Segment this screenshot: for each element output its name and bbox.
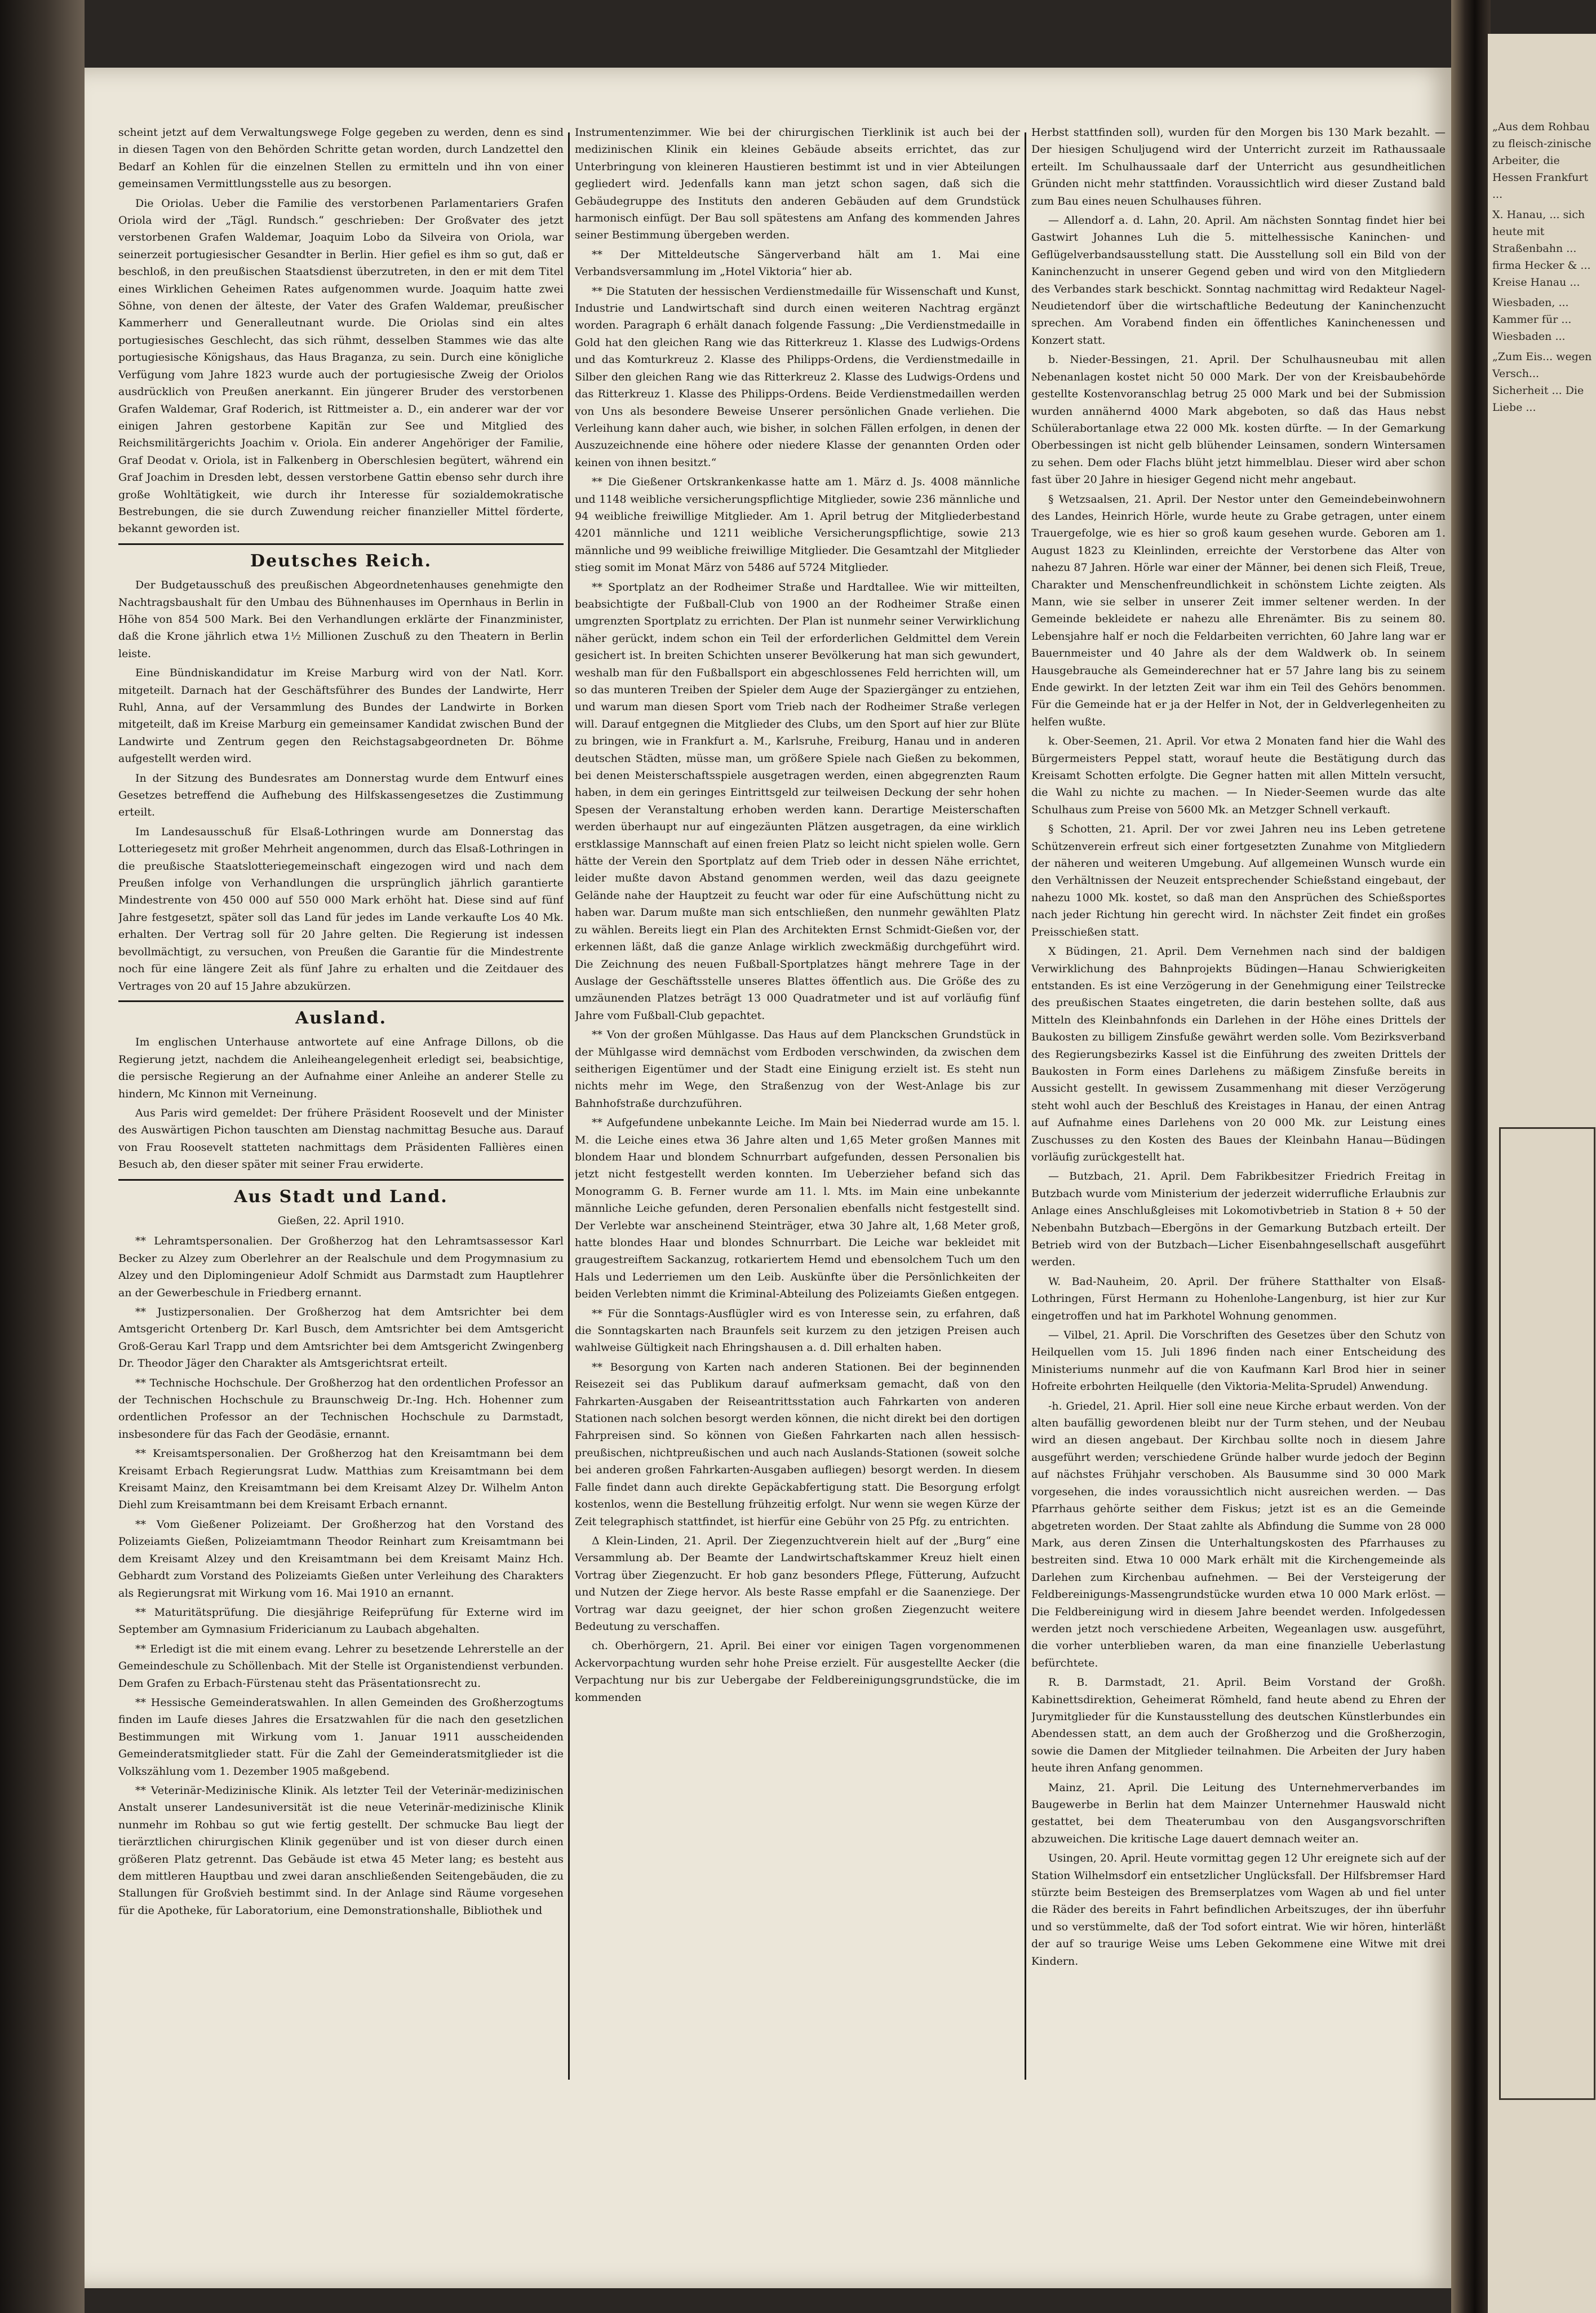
column-3	[1031, 124, 1446, 2097]
paragraph-griedel: -h. Griedel, 21. April. Hier soll eine neue Kirche erbaut werden. Von der alten baufällig gewordenen bleibt nur der Turm stehen, und der Neubau wird an diesen angebaut. Der Kirchbau sollte noch in diesem Jahre ausgeführt werden; verschiedene Gründe halber wurde jedoch der Beginn auf nächstes Frühjahr verschoben. Als Bausumme sind 30 000 Mark vorgesehen, die indes voraussichtlich nicht ausreichen werden. — Das Pfarrhaus gehörte seither dem Fiskus; jetzt ist es an die Gemeinde abgetreten worden. Der Staat zahlte als Abfindung die Summe von 28 000 Mark, aus deren Zinsen die Unterhaltungskosten des Pfarrhauses zu bestreiten sind. Etwa 10 000 Mark erhält mit die Kirchengemeinde als Darlehen zum Kirchenbau aufnehmen. — Bei der Versteigerung der Feldbereinigungs-Massengrundstücke wurden etwa 10 000 Mark erlöst. — Die Feldbereinigung wird in diesem Jahre beendet werden. Infolgedessen werden jetzt noch verschiedene Arbeiten, Wegeanlagen usw. ausgeführt, die vorher unterblieben waren, da man eine finanzielle Ueberlastung befürchtete.	[1031, 1399, 1446, 1669]
paragraph-vilbel: — Vilbel, 21. April. Die Vorschriften des Gesetzes über den Schutz von Heilquellen vom 15. Juli 1896 finden nach einer Entscheidung des Ministeriums nunmehr auf die von Kaufmann Karl Brod hier in seiner Hofreite erbohrten Heilquelle (den Viktoria-Melita-Sprudel) Anwendung.	[1031, 1329, 1446, 1393]
adjacent-fragment: X. Hanau, ... sich heute mit Straßenbahn ... firma Hecker & ... Kreise Hanau ...	[1492, 209, 1591, 289]
paragraph-gemeinderatswahlen: ** Hessische Gemeinderatswahlen. In allen Gemeinden des Großherzogtums finden im Laufe dieses Jahres die Ersatzwahlen für die nach den gesetzlichen Bestimmungen mit Wirkung vom 1. Januar 1911 ausscheidenden Gemeinderatsmitglieder statt. Für die Zahl der Gemeinderatsmitglieder ist die Volkszählung vom 1. Dezember 1905 maßgebend.	[118, 1696, 564, 1778]
paragraph-usingen: Usingen, 20. April. Heute vormittag gegen 12 Uhr ereignete sich auf der Station Wilhelmsdorf ein entsetzlicher Unglücksfall. Der Hilfsbremser Hard stürzte beim Besteigen des Bremserplatzes vom Wagen ab und fiel unter die Räder des bereits in Fahrt befindlichen Arbeitszuges, der ihn überfuhr und so verstümmelte, daß der Tod sofort eintrat. Wie wir hören, hinterläßt der auf so traurige Weise ums Leben Gekommene eine Witwe mit drei Kindern.	[1031, 1852, 1446, 1968]
paragraph-saengerverband: ** Der Mitteldeutsche Sängerverband hält am 1. Mai eine Verbandsversammlung im „Hotel Viktoria“ hier ab.	[575, 248, 1020, 278]
paragraph-karten: ** Besorgung von Karten nach anderen Stationen. Bei der beginnenden Reisezeit sei das Publikum darauf aufmerksam gemacht, daß von den Fahrkarten-Ausgaben der Reiseantrittsstation auch Fahrkarten von anderen Stationen nach solchen besorgt werden können, die nicht direkt bei den dortigen Fahrpreisen sind. So können von Gießen Fahrkarten nach allen hessisch-preußischen, nichtpreußischen und auch nach Auslands-Stationen (soweit solche bei anderen großen Fahrkarten-Ausgaben aufliegen) besorgt werden. In diesem Falle findet dann auch direkte Gepäckabfertigung statt. Die Besorgung erfolgt kostenlos, wenn die Bestellung frühzeitig erfolgt. Nur wenn sie wegen Kürze der Zeit telegraphisch stattfindet, ist hierfür eine Gebühr von 25 Pfg. zu entrichten.	[575, 1361, 1020, 1528]
adjacent-fragment: „Aus dem Rohbau zu fleisch-zinische Arbeiter, die Hessen Frankfurt ...	[1492, 121, 1591, 201]
paragraph-wetzsaalsen: § Wetzsaalsen, 21. April. Der Nestor unter den Gemeindebeinwohnern des Landes, Heinrich Hörle, wurde heute zu Grabe getragen, unter einem Trauergefolge, wie es hier so groß kaum gesehen wurde. Geboren am 1. August 1823 zu Kleinlinden, erreichte der Verstorbene das Alter von nahezu 87 Jahren. Hörle war einer der Männer, bei denen sich Fleiß, Treue, Charakter und Menschenfreundlichkeit in schönstem Lichte zeigten. Als Mann, wie sie selber in unserer Zeit immer seltener werden. In der Gemeinde bekleidete er nahezu alle Ehrenämter. Bis zu seinem 80. Lebensjahre half er noch die Feldarbeiten verrichten, 60 Jahre lang war er Bauernmeister und 40 Jahre als der dem Waldwerk ob. In seinem Hausgebrauche als Gemeinderechner hat er 57 Jahre lang bis zu seinem Ende gewirkt. In der letzten Zeit war ihm ein Teil des Gehörs benommen. Für die Gemeinde hat er ja der Helfer in Not, der in Geldverlegenheiten zu helfen wußte.	[1031, 493, 1446, 728]
paragraph-leiche: ** Aufgefundene unbekannte Leiche. Im Main bei Niederrad wurde am 15. l. M. die Leiche eines etwa 36 Jahre alten und 1,65 Meter großen Mannes mit blondem Haar und blondem Schnurrbart aufgefunden, dessen Personalien bis jetzt nicht festgestellt werden konnten. Im Ueberzieher befand sich das Monogramm G. B. Ferner wurde am 11. l. Mts. im Main eine unbekannte männliche Leiche gefunden, deren Personalien ebenfalls nicht festgestellt sind. Der Verlebte war anscheinend Steinträger, etwa 30 Jahre alt, 1,68 Meter groß, hatte blondes Haar und blondes Schnurrbart. Die Leiche war bekleidet mit graugestreiftem Sackanzug, rotkariertem Hemd und ebensolchem Tuch um den Hals und Lederriemen um den Leib. Auskünfte über die Persönlichkeiten der beiden Verlebten nimmt die Kriminal-Abteilung des Polizeiamts Gießen entgegen.	[575, 1116, 1020, 1301]
column-2	[575, 124, 1020, 2091]
heading-deutsches-reich: Deutsches Reich.	[250, 551, 432, 571]
paragraph-nieder-bessingen: b. Nieder-Bessingen, 21. April. Der Schulhausneubau mit allen Nebenanlagen kostet nicht 50 000 Mark. Der von der Kreisbaubehörde gestellte Kostenvoranschlag betrug 25 000 Mark und bei der Submission wurden annähernd 4000 Mark abgeboten, so daß das Haus nebst Schülerabortanlage etwa 22 000 Mk. kosten dürfte. — In der Gemarkung Oberbessingen ist nicht gelb blühender Leinsamen, sondern Wintersamen zu sehen. Dem oder Flachs blüht jetzt himmelblau. Dieser wird aber schon fast über 20 Jahre in hiesiger Gegend nicht mehr angebaut.	[1031, 353, 1446, 486]
paragraph-lehrerstelle: ** Erledigt ist die mit einem evang. Lehrer zu besetzende Lehrerstelle an der Gemeindeschule zu Schöllenbach. Mit der Stelle ist Organistendienst verbunden. Dem Grafen zu Erbach-Fürstenau steht das Präsentationsrecht zu.	[118, 1642, 564, 1690]
paragraph-verdienstmedaille: ** Die Statuten der hessischen Verdienstmedaille für Wissenschaft und Kunst, Industrie und Landwirtschaft sind durch einen weiteren Nachtrag ergänzt worden. Paragraph 6 erhält danach folgende Fassung: „Die Verdienstmedaille in Gold hat den gleichen Rang wie das Ritterkreuz 1. Klasse des Ludwigs-Ordens und das Komturkreuz 2. Klasse des Philipps-Ordens, die Verdienstmedaille in Silber den gleichen Rang wie das Ritterkreuz 2. Klasse des Ludwigs-Ordens und das Ritterkreuz 1. Klasse des Philipps-Ordens. Beide Verdienstmedaillen werden von Uns als besondere Beweise Unserer persönlichen Gnade verliehen. Die Verleihung kann daher auch, wie bisher, in solchen Fällen erfolgen, in denen der Auszuzeichnende eine höhere oder niedere Klasse der genannten Orden oder keinen von ihnen besitzt.“	[575, 285, 1020, 469]
paragraph-justizpersonalien: ** Justizpersonalien. Der Großherzog hat dem Amtsrichter bei dem Amtsgericht Ortenberg Dr. Karl Busch, dem Amtsrichter bei dem Amtsgericht Groß-Gerau Karl Trapp und dem Amtsrichter bei dem Amtsgericht Zwingenberg Dr. Theodor Jäger den Charakter als Amtsgerichtsrat erteilt.	[118, 1306, 564, 1370]
adjacent-fragment: „Zum Eis... wegen Versch... Sicherheit ... Die Liebe ...	[1492, 351, 1592, 414]
paragraph-veterinaer-klinik: ** Veterinär-Medizinische Klinik. Als letzter Teil der Veterinär-medizinischen Anstalt unserer Landesuniversität ist die neue Veterinär-medizinische Klinik nunmehr im Rohbau so gut wie fertig gestellt. Der schmucke Bau liegt der tierärztlichen chirurgischen Klinik gegenüber und ist von dieser durch einen größeren Platz getrennt. Das Gebäude ist etwa 45 Meter lang; es besteht aus dem mittleren Hauptbau und zwei daran anschließenden Seitengebäuden, die zu Stallungen für Großvieh bestimmt sind. In der Anlage sind Räume vorgesehen für die Apotheke, für Laboratorium, eine Demonstrationshalle, Bibliothek und	[118, 1784, 564, 1917]
paragraph-polizeiamt: ** Vom Gießener Polizeiamt. Der Großherzog hat den Vorstand des Polizeiamts Gießen, Polizeiamtmann Theodor Reinhart zum Kreisamtmann bei dem Kreisamt Alzey und den Kreisamtmann bei dem Kreisamt Mainz Hch. Gebhardt zum Vorstand des Polizeiamts Gießen unter Verleihung des Charakters als Regierungsrat mit Wirkung vom 16. Mai 1910 an ernannt.	[118, 1518, 564, 1599]
paragraph-muehlgasse: ** Von der großen Mühlgasse. Das Haus auf dem Planckschen Grundstück in der Mühlgasse wird demnächst vom Erdboden verschwinden, da zwischen dem seitherigen Eigentümer und der Stadt eine Einigung erzielt ist. Es steht nun nichts mehr im Wege, den Straßenzug von der West-Anlage bis zur Bahnhofstraße durchzuführen.	[575, 1029, 1020, 1110]
section-separator	[118, 543, 564, 545]
paragraph-herbst: Herbst stattfinden soll), wurden für den Morgen bis 130 Mark bezahlt. — Der hiesigen Schuljugend wird der Unterricht zurzeit im Rathaussaale erteilt. Im Schulhaussaale darf der Unterricht aus gesundheitlichen Gründen nicht mehr stattfinden. Voraussichtlich wird dieser Zustand bald zum Bau eines neuen Schulhauses führen.	[1031, 126, 1446, 207]
adjacent-page-text	[1492, 118, 1594, 419]
paragraph-butzbach: — Butzbach, 21. April. Dem Fabrikbesitzer Friedrich Freitag in Butzbach wurde vom Ministerium der jederzeit widerrufliche Erlaubnis zur Anlage eines Anschlußgleises mit Lokomotivbetrieb in Station 8 + 50 der Nebenbahn Butzbach—Ebergöns in der Gemarkung Butzbach erteilt. Der Betrieb wird von der Butzbach—Licher Eisenbahngesellschaft ausgeführt werden.	[1031, 1170, 1446, 1269]
paragraph-kohlen: scheint jetzt auf dem Verwaltungswege Folge gegeben zu werden, denn es sind in diesen Tagen von den Behörden Schritte getan worden, durch Landzettel den Bedarf an Kohlen für die einzelnen Stellen zu ermitteln und ihn von einer gemeinsamen Vermittlungsstelle aus zu besorgen.	[118, 126, 564, 190]
paragraph-schotten: § Schotten, 21. April. Der vor zwei Jahren neu ins Leben getretene Schützenverein erfreut sich einer fortgesetzten Zunahme von Mitgliedern der näheren und weiteren Umgebung. Auf allgemeinen Wunsch wurde ein den Verhältnissen der Neuzeit entsprechender Schießstand eingebaut, der nahezu 1000 Mk. kostet, so daß man den Ansprüchen des Schießsportes nach jeder Richtung hin gerecht wird. In nächster Zeit findet ein großes Preisschießen statt.	[1031, 823, 1446, 938]
advertisement-illustration	[1499, 1127, 1595, 2100]
paragraph-darmstadt: R. B. Darmstadt, 21. April. Beim Vorstand der Großh. Kabinettsdirektion, Geheimerat Römheld, fand heute abend zu Ehren der Jurymitglieder für die Kunstausstellung des deutschen Künstlerbundes ein Abendessen statt, an dem auch der Großherzog und die Großherzogin, sowie die Damen der Mitglieder teilnahmen. Die Arbeiten der Jury haben heute ihren Anfang genommen.	[1031, 1676, 1446, 1775]
section-separator	[118, 1179, 564, 1181]
paragraph-budgetausschuss: Der Budgetausschuß des preußischen Abgeordnetenhauses genehmigte den Nachtragsbaushalt für den Umbau des Bühnenhauses im Opernhaus in Berlin in Höhe von 854 500 Mark. Bei den Verhandlungen erklärte der Finanzminister, daß die Krone jährlich etwa 1½ Millionen Zuschuß zu den Theatern in Berlin leiste.	[118, 579, 564, 660]
paragraph-marburg: Eine Bündniskandidatur im Kreise Marburg wird von der Natl. Korr. mitgeteilt. Darnach hat der Geschäftsführer des Bundes der Landwirte, Herr Ruhl, Anna, auf der Versammlung des Bundes der Landwirte in Borken mitgeteilt, daß im Kreise Marburg ein gemeinsamer Kandidat zwischen Bund der Landwirte und Zentrum gegen den Reichstagsabgeordneten Dr. Böhme aufgestellt werden wird.	[118, 667, 564, 765]
dateline: Gießen, 22. April 1910.	[277, 1214, 405, 1227]
column-1	[118, 124, 564, 2074]
adjacent-fragment: Wiesbaden, ... Kammer für ... Wiesbaden ...	[1492, 296, 1572, 343]
heading-aus-stadt-und-land: Aus Stadt und Land.	[234, 1186, 448, 1207]
paragraph-paris: Aus Paris wird gemeldet: Der frühere Präsident Roosevelt und der Minister des Auswärtigen Pichon tauschten am Dienstag nachmittag Besuche aus. Darauf von Frau Roosevelt statteten nachmittags dem Präsidenten Fallières einen Besuch ab, den dieser später mit seiner Frau erwiderte.	[118, 1106, 564, 1171]
paragraph-kreisamtspersonalien: ** Kreisamtspersonalien. Der Großherzog hat den Kreisamtmann bei dem Kreisamt Erbach Regierungsrat Ludw. Matthias zum Kreisamtmann bei dem Kreisamt Mainz, den Kreisamtmann bei dem Kreisamt Alzey Dr. Wilhelm Anton Diehl zum Kreisamtmann bei dem Kreisamt Erbach ernannt.	[118, 1447, 564, 1512]
paragraph-bad-nauheim: W. Bad-Nauheim, 20. April. Der frühere Statthalter von Elsaß-Lothringen, Fürst Hermann zu Hohenlohe-Langenburg, ist hier zur Kur eingetroffen und hat im Parkhotel Wohnung genommen.	[1031, 1275, 1446, 1322]
paragraph-technische-hochschule: ** Technische Hochschule. Der Großherzog hat den ordentlichen Professor an der Technischen Hochschule zu Braunschweig Dr.-Ing. Hch. Hohenner zum ordentlichen Professor an der Technischen Hochschule zu Darmstadt, insbesondere für das Fach der Geodäsie, ernannt.	[118, 1376, 564, 1441]
heading-ausland: Ausland.	[295, 1008, 387, 1028]
paragraph-ortskrankenkasse: ** Die Gießener Ortskrankenkasse hatte am 1. März d. Js. 4008 männliche und 1148 weibliche versicherungspflichtige Mitglieder, sowie 236 männliche und 94 weibliche freiwillige Mitglieder. Am 1. April betrug der Mitgliederbestand 4201 männliche und 1211 weibliche Versicherungspflichtige, sowie 213 männliche und 99 weibliche freiwillige Mitglieder. Die Gesamtzahl der Mitglieder stieg somit im Monat März von 5486 auf 5724 Mitglieder.	[575, 476, 1020, 574]
paragraph-elsass-lothringen: Im Landesausschuß für Elsaß-Lothringen wurde am Donnerstag das Lotteriegesetz mit großer Mehrheit angenommen, durch das Elsaß-Lothringen in die preußische Staatslotteriegemeinschaft eingezogen wird und nach dem Preußen infolge von Verhandlungen die ursprünglich jährlich garantierte Mindestrente von 450 000 auf 550 000 Mark erhöht hat. Diese sind auf fünf Jahre festgesetzt, später soll das Land für jedes im Lande verkaufte Los 40 Mk. erhalten. Der Vertrag soll für 20 Jahre gelten. Die Regierung ist indessen bevollmächtigt, zu versuchen, von Preußen die Garantie für die Mindestrente noch für eine längere Zeit als fünf Jahre zu erhalten und die Zeitdauer des Vertrages von 20 auf 15 Jahre abzukürzen.	[118, 825, 564, 992]
paragraph-sportplatz: ** Sportplatz an der Rodheimer Straße und Hardtallee. Wie wir mitteilten, beabsichtigte der Fußball-Club von 1900 an der Rodheimer Straße einen umgrenzten Sportplatz zu errichten. Der Plan ist nunmehr seiner Verwirklichung näher gerückt, indem schon ein Teil der erforderlichen Geldmittel dem Verein gesichert ist. In breiten Schichten unserer Bevölkerung hat man sich gewundert, weshalb man für den Fußballsport ein abgeschlossenes Feld herrichten will, um so das munteren Treiben der Spieler dem Auge der Spaziergänger zu entziehen, und warum man diesen Sport vom Trieb nach der Rodheimer Straße verlegen will. Darauf entgegnen die Mitglieder des Clubs, um den Sport auf hier zur Blüte zu bringen, wie in Frankfurt a. M., Karlsruhe, Freiburg, Hanau und in anderen deutschen Städten, müsse man, um größere Spiele nach Gießen zu bekommen, bei denen Meisterschaftsspiele ausgetragen werden, einen abgegrenzten Raum haben, in dem ein geringes Eintrittsgeld zur teilweisen Deckung der sehr hohen Spesen der Veranstaltung erhoben werden kann. Derartige Meisterschaften werden überhaupt nur auf eingezäunten Plätzen ausgetragen, da eine wirklich erstklassige Mannschaft auf einen freien Platz so leicht nicht spielen wolle. Gern hätte der Verein den Sportplatz auf dem Trieb oder in dessen Nähe errichtet, leider mußte davon Abstand genommen werden, weil das dazu geeignete Gelände nahe der Hauptzeit zu feucht war oder für eine Aufschüttung nicht zu haben war. Darum mußte man sich entschließen, den nunmehr gewählten Platz zu wählen. Bereits liegt ein Plan des Architekten Ernst Schmidt-Gießen vor, der erkennen läßt, daß die ganze Anlage wirklich zweckmäßig durchgeführt wird. Die Zeichnung des neuen Fußball-Sportplatzes hängt mehrere Tage in der Auslage der Geschäftsstelle unseres Blattes öffentlich aus. Die Größe des zu umzäunenden Platzes beträgt 13 000 Quadratmeter und ist auf vorläufig fünf Jahre vom Fußball-Club gepachtet.	[575, 581, 1020, 1022]
paragraph-sonntags-ausfluegler: ** Für die Sonntags-Ausflügler wird es von Interesse sein, zu erfahren, daß die Sonntagskarten nach Braunfels seit kurzem zu den jetzigen Preisen auch wahlweise Gültigkeit nach Ehringshausen a. d. Dill erhalten haben.	[575, 1307, 1020, 1354]
paragraph-klein-linden: Δ Klein-Linden, 21. April. Der Ziegenzuchtverein hielt auf der „Burg“ eine Versammlung ab. Der Beamte der Landwirtschaftskammer Kreuz hielt einen Vortrag über Ziegenzucht. Er hob ganz besonders Pflege, Fütterung, Aufzucht und Nutzen der Ziege hervor. Als beste Rasse empfahl er die Saanenziege. Der Vortrag war dazu geeignet, der hier schon großen Ziegenzucht weitere Bedeutung zu verschaffen.	[575, 1534, 1020, 1633]
paragraph-allendorf: — Allendorf a. d. Lahn, 20. April. Am nächsten Sonntag findet hier bei Gastwirt Johannes Luh die 5. mittelhessische Kaninchen- und Geflügelverbandsausstellung statt. Die Ausstellung soll ein Bild von der Kaninchenzucht in unserer Gegend geben und wird von den Mitgliedern des Verbandes stark beschickt. Sonntag nachmittag wird Redakteur Nagel-Neudietendorf über die wirtschaftliche Bedeutung der Kaninchenzucht sprechen. Am Vorabend finden ein öffentliches Kaninchenessen und Konzert statt.	[1031, 214, 1446, 347]
page-edge-left	[0, 0, 85, 2313]
paragraph-lehramtspersonalien: ** Lehramtspersonalien. Der Großherzog hat den Lehramtsassessor Karl Becker zu Alzey zum Oberlehrer an der Realschule und dem Progymnasium zu Alzey und den Diplomingenieur Adolf Schmidt aus Darmstadt zum Hauptlehrer an der Gewerbeschule in Friedberg ernannt.	[118, 1235, 564, 1299]
paragraph-maturitaetspruefung: ** Maturitätsprüfung. Die diesjährige Reifeprüfung für Externe wird im September am Gymnasium Fridericianum zu Laubach abgehalten.	[118, 1606, 564, 1636]
section-separator	[118, 1000, 564, 1002]
paragraph-buedingen: X Büdingen, 21. April. Dem Vernehmen nach sind der baldigen Verwirklichung des Bahnprojekts Büdingen—Hanau Schwierigkeiten entstanden. Es ist eine Verzögerung in der Genehmigung einer Teilstrecke des preußischen Staates eingetreten, die darin bestehen sollte, daß aus Mitteln des Kleinbahnfonds ein Darlehen in der Höhe eines Drittels der Baukosten zu billigem Zinsfuße gewährt werden solle. Vom Bezirksverband des Regierungsbezirks Kassel ist die Einführung des zweiten Drittels der Baukosten in Form eines Darlehens zu mäßigem Zinsfuße bereits in Aussicht gestellt. In gewissem Zusammenhang mit dieser Verzögerung steht wohl auch der Beschluß des Kreistages in Hanau, der einen Antrag auf Aufnahme eines Darlehens von 20 000 Mk. zur Leistung eines Zuschusses zu den Kosten des Baues der Kleinbahn Hanau—Büdingen vorläufig zurückgestellt hat.	[1031, 945, 1446, 1163]
paragraph-ober-seemen: k. Ober-Seemen, 21. April. Vor etwa 2 Monaten fand hier die Wahl des Bürgermeisters Peppel statt, worauf heute die Bestätigung durch das Kreisamt Schotten erfolgte. Die Gegner hatten mit allen Mitteln versucht, die Wahl zu nichte zu machen. — In Nieder-Seemen wurde das alte Schulhaus zum Preise von 5600 Mk. an Metzger Schnell verkauft.	[1031, 735, 1446, 816]
paragraph-mainz: Mainz, 21. April. Die Leitung des Unternehmerverbandes im Baugewerbe in Berlin hat dem Mainzer Unternehmer Hauswald nicht gestattet, bei dem Theaterumbau von den Ausgangsvorschriften abzuweichen. Die kritische Lage dauert demnach weiter an.	[1031, 1781, 1446, 1845]
paragraph-instrumentenzimmer: Instrumentenzimmer. Wie bei der chirurgischen Tierklinik ist auch bei der medizinischen Klinik ein kleines Gebäude abseits errichtet, das zur Unterbringung von kleineren Haustieren bestimmt ist und in vier Abteilungen gegliedert wird. Jedenfalls kann man jetzt schon sagen, daß sich die Gebäudegruppe des Instituts den anderen Gebäuden auf dem Grundstück harmonisch einfügt. Der Bau soll spätestens am Anfang des kommenden Jahres seiner Bestimmung übergeben werden.	[575, 126, 1020, 242]
book-spine	[1451, 0, 1491, 2313]
paragraph-unterhaus: Im englischen Unterhause antwortete auf eine Anfrage Dillons, ob die Regierung jetzt, nachdem die Anleiheangelegenheit erledigt sei, beabsichtige, die persische Regierung an der Aufnahme einer Anleihe an anderer Stelle zu hindern, Mc Kinnon mit Verneinung.	[118, 1036, 564, 1100]
column-rule-1	[568, 132, 570, 2080]
paragraph-oberhoergern: ch. Oberhörgern, 21. April. Bei einer vor einigen Tagen vorgenommenen Ackervorpachtung wurden sehr hohe Preise erzielt. Für ausgestellte Aecker (die Verpachtung nur bis zur Uebergabe der Feldbereinigungsgrundstücke, die im kommenden	[575, 1640, 1020, 1704]
paragraph-oriolas: Die Oriolas. Ueber die Familie des verstorbenen Parlamentariers Grafen Oriola wird der „Tägl. Rundsch.“ geschrieben: Der Großvater des jetzt verstorbenen Grafen Waldemar, Joaquim Lobo da Silveira von Oriola, war seinerzeit portugiesischer Gesandter in Berlin. Hier gefiel es ihm so gut, daß er beschloß, in den preußischen Staatsdienst überzutreten, in den er mit dem Titel eines Wirklichen Geheimen Rates aufgenommen wurde. Joaquim hatte zwei Söhne, von denen der älteste, der Vater des Grafen Waldemar, preußischer Kammerherr und Generalleutnant wurde. Die Oriolas sind ein altes portugiesisches Geschlecht, das sich rühmt, desselben Stammes wie das alte portugiesische Königshaus, das Haus Braganza, zu sein. Durch eine königliche Verfügung vom Jahre 1823 wurde auch der portugiesische Zweig der Oriolos ausdrücklich von Preußen anerkannt. Ein jüngerer Bruder des verstorbenen Grafen Waldemar, Graf Roderich, ist Rittmeister a. D., ein anderer war der vor einigen Jahren gestorbene Kapitän zur See und Mitglied des Reichsmilitärgerichts Joachim v. Oriola. Ein anderer Angehöriger der Familie, Graf Deodat v. Oriola, ist in Falkenberg in Oberschlesien begütert, während ein Graf Joachim in Dresden lebt, dessen verstorbene Gattin ebenso sehr durch ihre große Wohltätigkeit, wie durch ihr Interesse für sozialdemokratische Bestrebungen, die sie durch Zuwendung reicher finanzieller Mittel förderte, bekannt geworden ist.	[118, 197, 564, 535]
column-rule-2	[1025, 132, 1026, 2080]
paragraph-bundesrat: In der Sitzung des Bundesrates am Donnerstag wurde dem Entwurf eines Gesetzes betreffend die Aufhebung des Hilfskassengesetzes die Zustimmung erteilt.	[118, 772, 564, 819]
